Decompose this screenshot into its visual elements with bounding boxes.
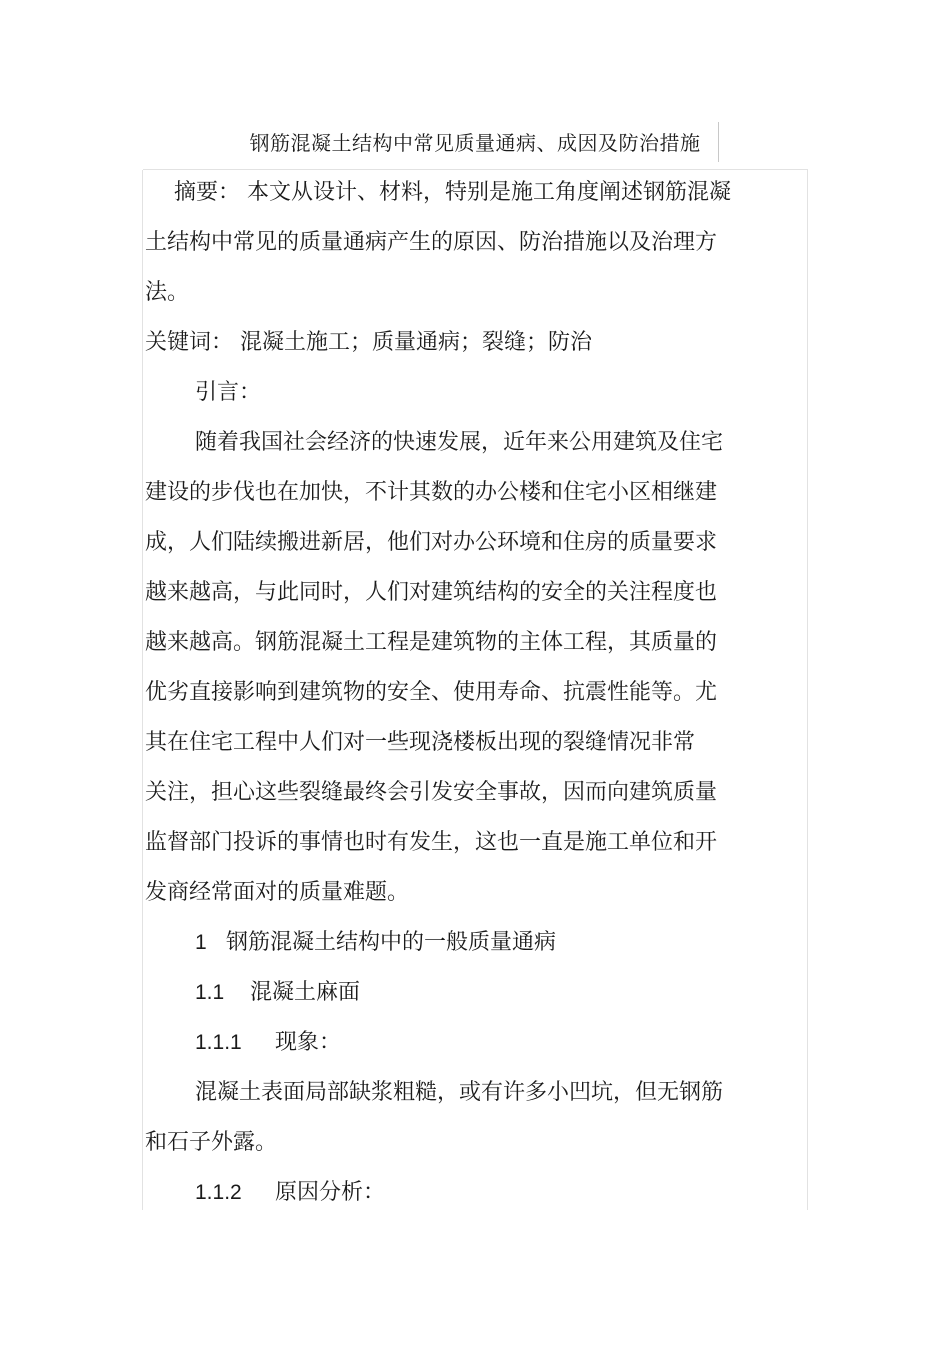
document-title: 钢筋混凝土结构中常见质量通病、成因及防治措施 [249, 131, 701, 155]
intro-paragraph-line: 监督部门投诉的事情也时有发生，这也一直是施工单位和开 [145, 830, 718, 855]
intro-paragraph-line: 建设的步伐也在加快，不计其数的办公楼和住宅小区相继建 [145, 480, 718, 505]
section-title: 原因分析： [275, 1180, 386, 1205]
title-divider [718, 122, 719, 162]
section-title: 钢筋混凝土结构中的一般质量通病 [226, 930, 557, 955]
section-heading-1 [145, 918, 755, 968]
intro-paragraph-line: 越来越高。钢筋混凝土工程是建筑物的主体工程，其质量的 [145, 630, 718, 655]
abstract-line: 土结构中常见的质量通病产生的原因、防治措施以及治理方 [145, 230, 718, 255]
intro-paragraph-line: 关注，担心这些裂缝最终会引发安全事故，因而向建筑质量 [145, 780, 718, 805]
intro-paragraph-line: 发商经常面对的质量难题。 [145, 880, 410, 905]
keywords-line: 关键词： 混凝土施工；质量通病；裂缝；防治 [145, 330, 592, 355]
abstract-line: 摘要： 本文从设计、材料，特别是施工角度阐述钢筋混凝 [174, 180, 731, 205]
intro-heading: 引言： [195, 380, 262, 405]
phenomenon-paragraph-line: 和石子外露。 [145, 1130, 278, 1155]
section-title: 混凝土麻面 [250, 980, 361, 1005]
abstract-line: 法。 [145, 280, 190, 305]
section-title: 现象： [275, 1030, 342, 1055]
section-number: 1 [195, 931, 207, 954]
intro-paragraph-line: 越来越高，与此同时，人们对建筑结构的安全的关注程度也 [145, 580, 718, 605]
phenomenon-paragraph-line: 混凝土表面局部缺浆粗糙，或有许多小凹坑，但无钢筋 [195, 1080, 724, 1105]
section-number: 1.1.2 [195, 1181, 242, 1204]
section-heading-1-1-2 [145, 1168, 755, 1218]
intro-paragraph-line: 成，人们陆续搬进新居，他们对办公环境和住房的质量要求 [145, 530, 718, 555]
section-heading-1-1 [145, 968, 755, 1018]
text-frame-right-border [807, 170, 808, 1210]
document-body [145, 168, 755, 1218]
section-heading-1-1-1 [145, 1018, 755, 1068]
intro-paragraph-line: 随着我国社会经济的快速发展，近年来公用建筑及住宅 [195, 430, 724, 455]
section-number: 1.1 [195, 981, 225, 1004]
section-number: 1.1.1 [195, 1031, 242, 1054]
intro-paragraph-line: 优劣直接影响到建筑物的安全、使用寿命、抗震性能等。尤 [145, 680, 718, 705]
text-frame-left-border [142, 170, 143, 1210]
intro-paragraph-line: 其在住宅工程中人们对一些现浇楼板出现的裂缝情况非常 [145, 730, 696, 755]
